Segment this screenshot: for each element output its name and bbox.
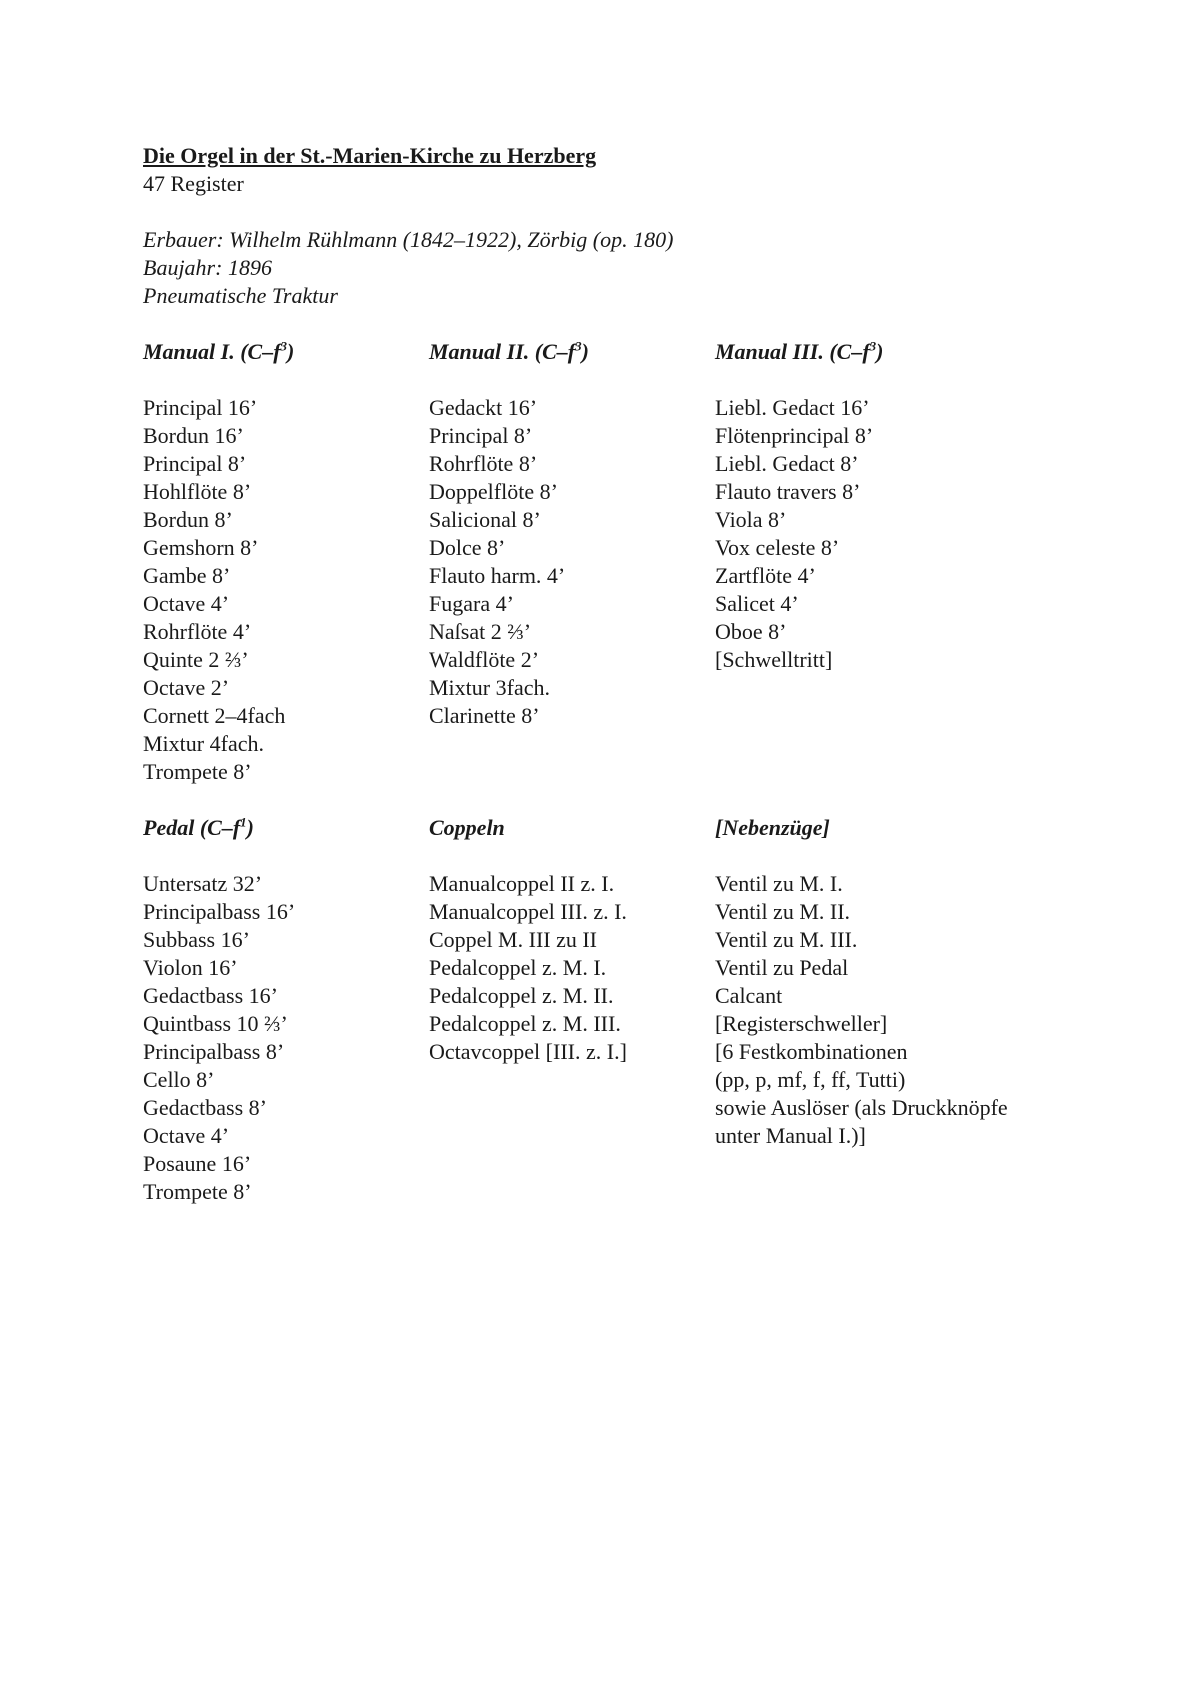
pedal-stop-list xyxy=(143,870,429,1206)
nebenzuege-section xyxy=(715,814,1083,1206)
list-item: Octavcoppel [III. z. I.] xyxy=(429,1039,627,1064)
list-item: Subbass 16’ xyxy=(143,927,250,952)
manual-1-heading-end: ) xyxy=(287,339,295,364)
list-item: Octave 4’ xyxy=(143,591,230,616)
list-item: Octave 4’ xyxy=(143,1123,230,1148)
pedal-section xyxy=(143,814,429,1206)
list-item: Flauto travers 8’ xyxy=(715,479,861,504)
list-item: Pedalcoppel z. M. III. xyxy=(429,1011,621,1036)
list-item: Octave 2’ xyxy=(143,675,230,700)
list-item: Gedactbass 8’ xyxy=(143,1095,268,1120)
list-item: Liebl. Gedact 16’ xyxy=(715,395,870,420)
manual-2-heading-text: Manual II. (C–f xyxy=(429,339,576,364)
list-item: Clarinette 8’ xyxy=(429,703,540,728)
list-item: Naſsat 2 ⅔’ xyxy=(429,619,532,644)
pedal-heading-sup: 1 xyxy=(240,814,247,830)
manual-3-heading-text: Manual III. (C–f xyxy=(715,339,870,364)
list-item: [6 Festkombinationen xyxy=(715,1039,908,1064)
list-item: Coppel M. III zu II xyxy=(429,927,598,952)
manual-1-heading-sup: 3 xyxy=(280,338,288,354)
list-item: Manualcoppel II z. I. xyxy=(429,871,615,896)
manual-2-section xyxy=(429,338,715,786)
list-item: Calcant xyxy=(715,983,783,1008)
list-item: Salicet 4’ xyxy=(715,591,799,616)
manual-1-heading-text: Manual I. (C–f xyxy=(143,339,281,364)
list-item: Flauto harm. 4’ xyxy=(429,563,566,588)
list-item: Gambe 8’ xyxy=(143,563,231,588)
list-item: Fugara 4’ xyxy=(429,591,514,616)
list-item: (pp, p, mf, f, ff, Tutti) xyxy=(715,1067,906,1092)
list-item: Principalbass 8’ xyxy=(143,1039,285,1064)
list-item: Untersatz 32’ xyxy=(143,871,263,896)
stoplist-grid xyxy=(143,338,1083,1234)
nebenzuege-heading: [Nebenzüge] xyxy=(715,815,830,840)
manual-3-heading-sup: 3 xyxy=(869,338,877,354)
list-item: Gedackt 16’ xyxy=(429,395,538,420)
list-item: Principal 16’ xyxy=(143,395,258,420)
coppeln-section xyxy=(429,814,715,1206)
coppeln-list xyxy=(429,870,715,1066)
list-item: Quinte 2 ⅔’ xyxy=(143,647,249,672)
manual-2-stop-list xyxy=(429,394,715,730)
list-item: Hohlflöte 8’ xyxy=(143,479,252,504)
list-item: Principalbass 16’ xyxy=(143,899,296,924)
list-item: Rohrflöte 8’ xyxy=(429,451,538,476)
manual-2-heading xyxy=(429,338,715,366)
build-year-line: Baujahr: 1896 xyxy=(143,255,272,280)
list-item: Vox celeste 8’ xyxy=(715,535,840,560)
pedal-heading-text: Pedal (C–f xyxy=(143,815,241,840)
list-item: Bordun 16’ xyxy=(143,423,244,448)
list-item: [Schwelltritt] xyxy=(715,647,833,672)
list-item: unter Manual I.)] xyxy=(715,1123,866,1148)
manual-1-section xyxy=(143,338,429,786)
manual-3-heading-end: ) xyxy=(876,339,884,364)
list-item: Rohrflöte 4’ xyxy=(143,619,252,644)
list-item: Cello 8’ xyxy=(143,1067,215,1092)
list-item: Pedalcoppel z. M. I. xyxy=(429,955,607,980)
list-item: Ventil zu M. I. xyxy=(715,871,843,896)
list-item: Ventil zu M. II. xyxy=(715,899,851,924)
manual-3-stop-list xyxy=(715,394,1083,674)
list-item: Pedalcoppel z. M. II. xyxy=(429,983,614,1008)
list-item: Ventil zu Pedal xyxy=(715,955,849,980)
manual-3-heading xyxy=(715,338,1083,366)
pedal-heading xyxy=(143,814,429,842)
document-title: Die Orgel in der St.-Marien-Kirche zu Herzberg xyxy=(143,143,597,168)
list-item: Cornett 2–4fach xyxy=(143,703,286,728)
list-item: Salicional 8’ xyxy=(429,507,541,532)
list-item: Quintbass 10 ⅔’ xyxy=(143,1011,288,1036)
list-item: Posaune 16’ xyxy=(143,1151,252,1176)
list-item: [Registerschweller] xyxy=(715,1011,888,1036)
list-item: Principal 8’ xyxy=(429,423,533,448)
list-item: Trompete 8’ xyxy=(143,759,252,784)
list-item: Liebl. Gedact 8’ xyxy=(715,451,859,476)
list-item: Doppelflöte 8’ xyxy=(429,479,558,504)
list-item: Gemshorn 8’ xyxy=(143,535,259,560)
list-item: Dolce 8’ xyxy=(429,535,506,560)
list-item: Violon 16’ xyxy=(143,955,238,980)
register-count: 47 Register xyxy=(143,171,244,196)
list-item: Ventil zu M. III. xyxy=(715,927,858,952)
manual-2-heading-end: ) xyxy=(581,339,589,364)
list-item: Mixtur 4fach. xyxy=(143,731,264,756)
coppeln-heading: Coppeln xyxy=(429,815,505,840)
list-item: Trompete 8’ xyxy=(143,1179,252,1204)
list-item: Manualcoppel III. z. I. xyxy=(429,899,627,924)
action-type-line: Pneumatische Traktur xyxy=(143,283,338,308)
document-content xyxy=(143,142,1083,1234)
list-item: Bordun 8’ xyxy=(143,507,233,532)
manual-1-stop-list xyxy=(143,394,429,786)
list-item: Oboe 8’ xyxy=(715,619,787,644)
list-item: Gedactbass 16’ xyxy=(143,983,279,1008)
manual-1-heading xyxy=(143,338,429,366)
list-item: Principal 8’ xyxy=(143,451,247,476)
list-item: Zartflöte 4’ xyxy=(715,563,816,588)
list-item: Waldflöte 2’ xyxy=(429,647,540,672)
list-item: sowie Auslöser (als Druckknöpfe xyxy=(715,1095,1008,1120)
builder-line: Erbauer: Wilhelm Rühlmann (1842–1922), Zörbig (op. 180) xyxy=(143,227,674,252)
nebenzuege-list xyxy=(715,870,1083,1150)
organ-metadata xyxy=(143,226,1083,310)
list-item: Viola 8’ xyxy=(715,507,787,532)
manual-3-section xyxy=(715,338,1083,786)
manual-2-heading-sup: 3 xyxy=(575,338,582,354)
list-item: Mixtur 3fach. xyxy=(429,675,550,700)
pedal-heading-end: ) xyxy=(246,815,254,840)
list-item: Flötenprincipal 8’ xyxy=(715,423,874,448)
